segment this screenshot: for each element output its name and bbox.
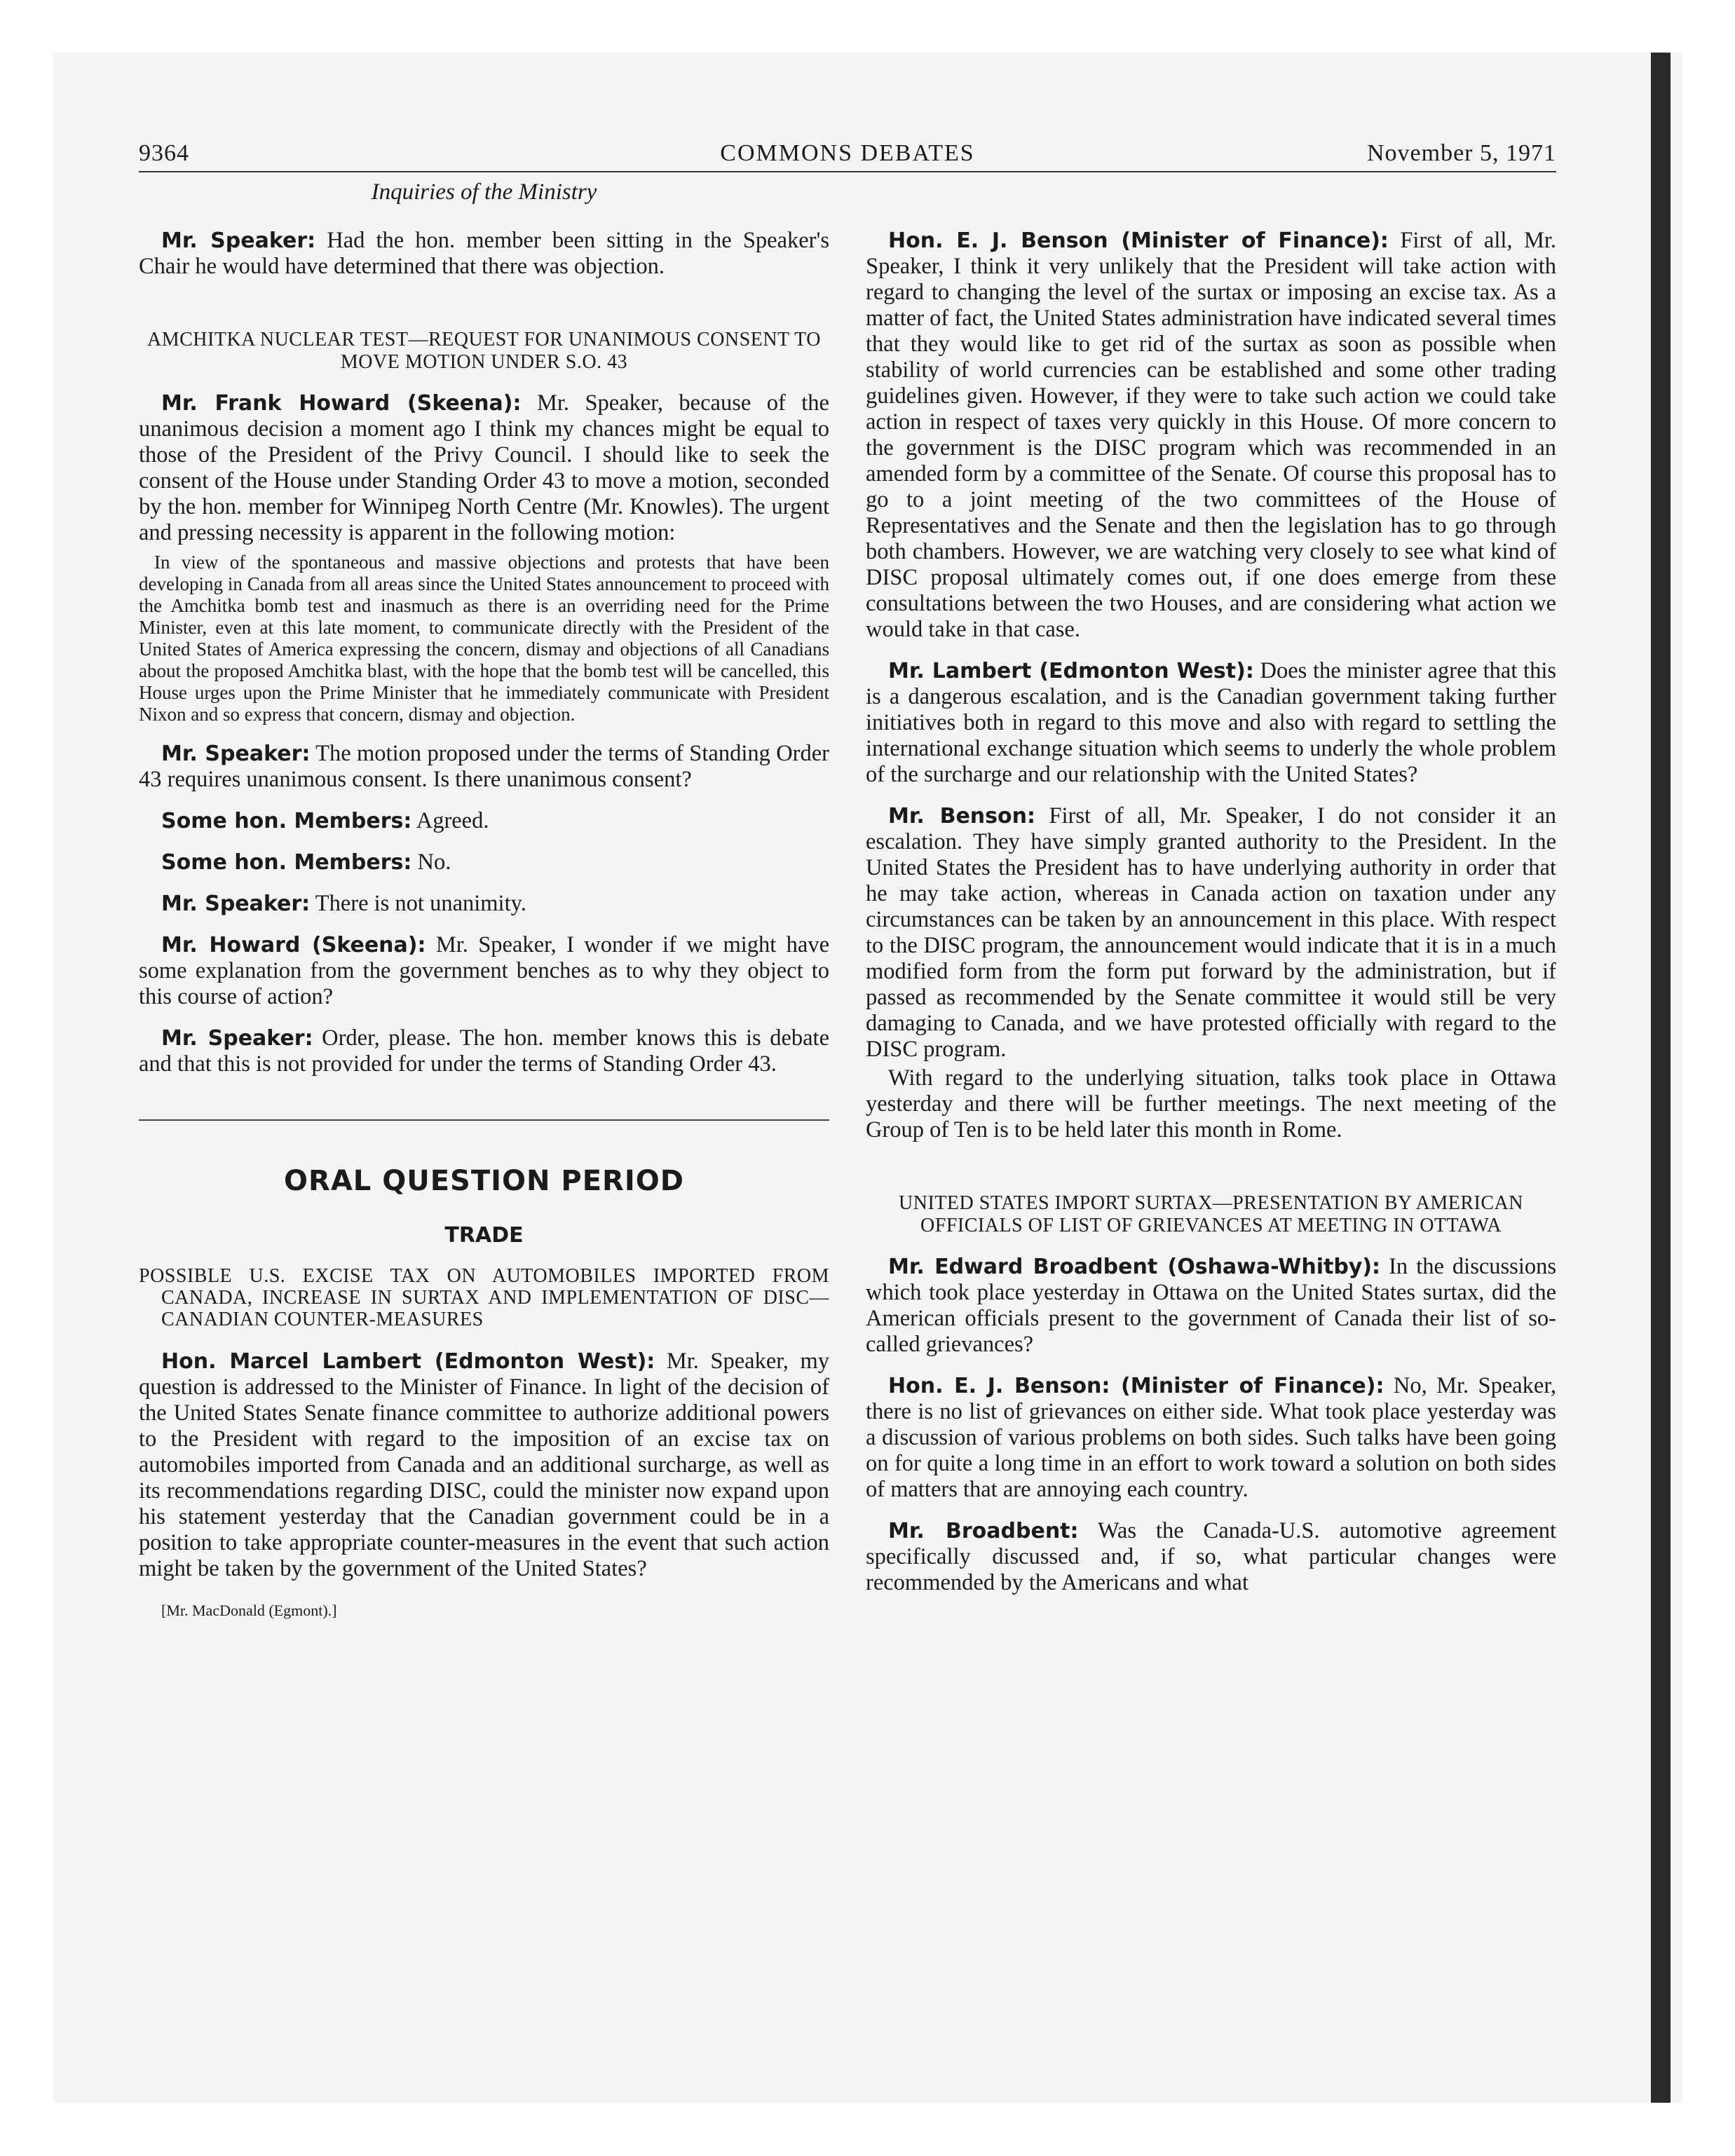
- speaker-name: Hon. E. J. Benson: (Minister of Finance):: [888, 1374, 1384, 1398]
- paragraph: [139, 808, 829, 834]
- paragraph: With regard to the underlying situation, talks took place in Ottawa yesterday and there will be further meetings. The next meeting of the Group of Ten is to be held later this month in Rome.: [866, 1065, 1556, 1142]
- speech-text: No.: [417, 850, 451, 875]
- speaker-name: Mr. Speaker:: [161, 228, 316, 253]
- left-column: [139, 228, 829, 1623]
- speech-text: First of all, Mr. Speaker, I do not consider it an escalation. They have simply granted authority to the President. In the United States the President has to have underlying authority in order that he may take action, whereas in Canada action on taxation under any circumstances can be taken by an announcement in this place. With respect to the DISC program, the announcement would indicate that it is in a much modified form from the form put forward by the administration, but if passed as recommended by the Senate committee it would still be very damaging to Canada, and we have protested officially with regard to the DISC program.: [866, 803, 1556, 1062]
- publication-date: November 5, 1971: [1366, 140, 1556, 166]
- motion-text: In view of the spontaneous and massive objections and protests that have been developing in Canada from all areas since the United States announcement to proceed with the Amchitka bomb test and inasmuch as there is an overriding need for the Prime Minister, even at this late moment, to communicate directly with the President of the United States of America expressing the concern, dismay and objections of all Canadians about the proposed Amchitka blast, with the hope that the bomb test will be cancelled, this House urges upon the Prime Minister that he immediately communicate with President Nixon and so express that concern, dismay and objection.: [139, 552, 829, 725]
- oral-question-period-title: ORAL QUESTION PERIOD: [284, 1165, 684, 1197]
- speech-text: In the discussions which took place yesterday in Ottawa on the United States surtax, did the American officials present to the government of Canada their list of so-called grievances?: [866, 1254, 1556, 1357]
- paragraph: [139, 932, 829, 1010]
- speech-text: Mr. Speaker, my question is addressed to the Minister of Finance. In light of the decision of the United States Senate finance committee to authorize additional powers to the President with regard to the imposition of an excise tax on automobiles imported from Canada and an additional surcharge, as well as its recommendations regarding DISC, could the minister now expand upon his statement yesterday that the Canadian government could be in a position to take appropriate counter-measures in the event that such action might be taken by the government of the United States?: [139, 1349, 829, 1581]
- speech-text: Mr. Speaker, because of the unanimous decision a moment ago I think my chances might be equal to those of the President of the Privy Council. I should like to seek the consent of the House under Standing Order 43 to move a motion, seconded by the hon. member for Winnipeg North Centre (Mr. Knowles). The urgent and pressing necessity is apparent in the following motion:: [139, 390, 829, 545]
- paragraph: [139, 850, 829, 875]
- section-heading: POSSIBLE U.S. EXCISE TAX ON AUTOMOBILES IMPORTED FROM CANADA, INCREASE IN SURTAX AND IMPLEMENTATION OF DISC—CANADIAN COUNTER-MEASURES: [139, 1265, 829, 1330]
- page-header: [139, 140, 1556, 172]
- paragraph: [139, 228, 829, 280]
- speaker-name: Mr. Speaker:: [161, 742, 311, 766]
- speaker-name: Mr. Lambert (Edmonton West):: [888, 659, 1254, 683]
- speaker-name: Mr. Howard (Skeena):: [161, 933, 426, 957]
- scan-edge-shadow: [1651, 53, 1671, 2103]
- paragraph: [866, 1254, 1556, 1358]
- speech-text: The motion proposed under the terms of Standing Order 43 requires unanimous consent. Is there unanimous consent?: [139, 741, 829, 792]
- paragraph: [866, 1518, 1556, 1596]
- speaker-name: Mr. Broadbent:: [888, 1519, 1079, 1543]
- speaker-note: [Mr. MacDonald (Egmont).]: [161, 1602, 337, 1619]
- speech-text: Had the hon. member been sitting in the Speaker's Chair he would have determined that there was objection.: [139, 228, 830, 279]
- speech-text: Order, please. The hon. member knows this is debate and that this is not provided for under the terms of Standing Order 43.: [139, 1025, 830, 1077]
- paragraph: [139, 390, 829, 546]
- speaker-name: Hon. E. J. Benson (Minister of Finance):: [888, 228, 1389, 253]
- paragraph: [866, 1373, 1556, 1503]
- speaker-name: Mr. Speaker:: [161, 892, 311, 916]
- section-heading: AMCHITKA NUCLEAR TEST—REQUEST FOR UNANIMOUS CONSENT TO MOVE MOTION UNDER S.O. 43: [147, 329, 821, 373]
- paragraph: [139, 1349, 829, 1582]
- paragraph: [139, 891, 829, 917]
- speaker-name: Mr. Frank Howard (Skeena):: [161, 391, 522, 416]
- paragraph: [866, 803, 1556, 1063]
- speech-text: First of all, Mr. Speaker, I think it very unlikely that the President will take action with regard to changing the level of the surtax or imposing an excise tax. As a matter of fact, the United States administration have indicated several times that they would like to get rid of the surtax as soon as possible when stability of world currencies can be established and some other trading guidelines given. However, if they were to take such action we could take action in respect of taxes very quickly in this House. Of more concern to the government is the DISC program which was recommended in an amended form by a committee of the Senate. Of course this proposal has to go to a joint meeting of the two committees of the House of Representatives and the Senate and then the legislation has to go through both chambers. However, we are watching very closely to see what kind of DISC proposal ultimately comes out, if one does emerge from these consultations between the two Houses, and are considering what action we would take in that case.: [866, 228, 1557, 642]
- speech-text: Was the Canada-U.S. automotive agreement specifically discussed and, if so, what particular changes were recommended by the Americans and what: [866, 1518, 1556, 1595]
- trade-subtitle: TRADE: [444, 1223, 524, 1248]
- speaker-name: Mr. Speaker:: [161, 1026, 313, 1051]
- speech-text: There is not unanimity.: [315, 891, 526, 916]
- right-column: [866, 228, 1556, 1611]
- section-subheading: Inquiries of the Ministry: [371, 179, 597, 205]
- speaker-name: Hon. Marcel Lambert (Edmonton West):: [161, 1349, 655, 1374]
- speaker-name: Mr. Benson:: [888, 804, 1035, 828]
- speaker-name: Mr. Edward Broadbent (Oshawa-Whitby):: [888, 1255, 1381, 1279]
- speech-text: Does the minister agree that this is a dangerous escalation, and is the Canadian government taking further initiatives both in regard to this move and also with regard to settling the international exchange situation which seems to underly the whole problem of the surcharge and our relationship with the United States?: [866, 658, 1556, 787]
- publication-title: COMMONS DEBATES: [720, 140, 975, 166]
- speech-text: Agreed.: [416, 808, 489, 833]
- page-number: 9364: [139, 140, 189, 166]
- paragraph: [866, 228, 1556, 643]
- speech-text: Mr. Speaker, I wonder if we might have some explanation from the government benches as to why they object to this course of action?: [139, 932, 829, 1009]
- paragraph: [139, 1025, 829, 1077]
- section-heading: UNITED STATES IMPORT SURTAX—PRESENTATION BY AMERICAN OFFICIALS OF LIST OF GRIEVANCES AT MEETING IN OTTAWA: [899, 1192, 1523, 1236]
- paragraph: [139, 741, 829, 793]
- speech-text: No, Mr. Speaker, there is no list of grievances on either side. What took place yesterday was a discussion of various problems on both sides. Such talks have been going on for quite a long time in an effort to work toward a solution on both sides of matters that are annoying each country.: [866, 1373, 1557, 1502]
- speaker-name: Some hon. Members:: [161, 809, 412, 833]
- section-divider: [139, 1119, 829, 1121]
- speaker-name: Some hon. Members:: [161, 850, 412, 875]
- paragraph: [866, 658, 1556, 788]
